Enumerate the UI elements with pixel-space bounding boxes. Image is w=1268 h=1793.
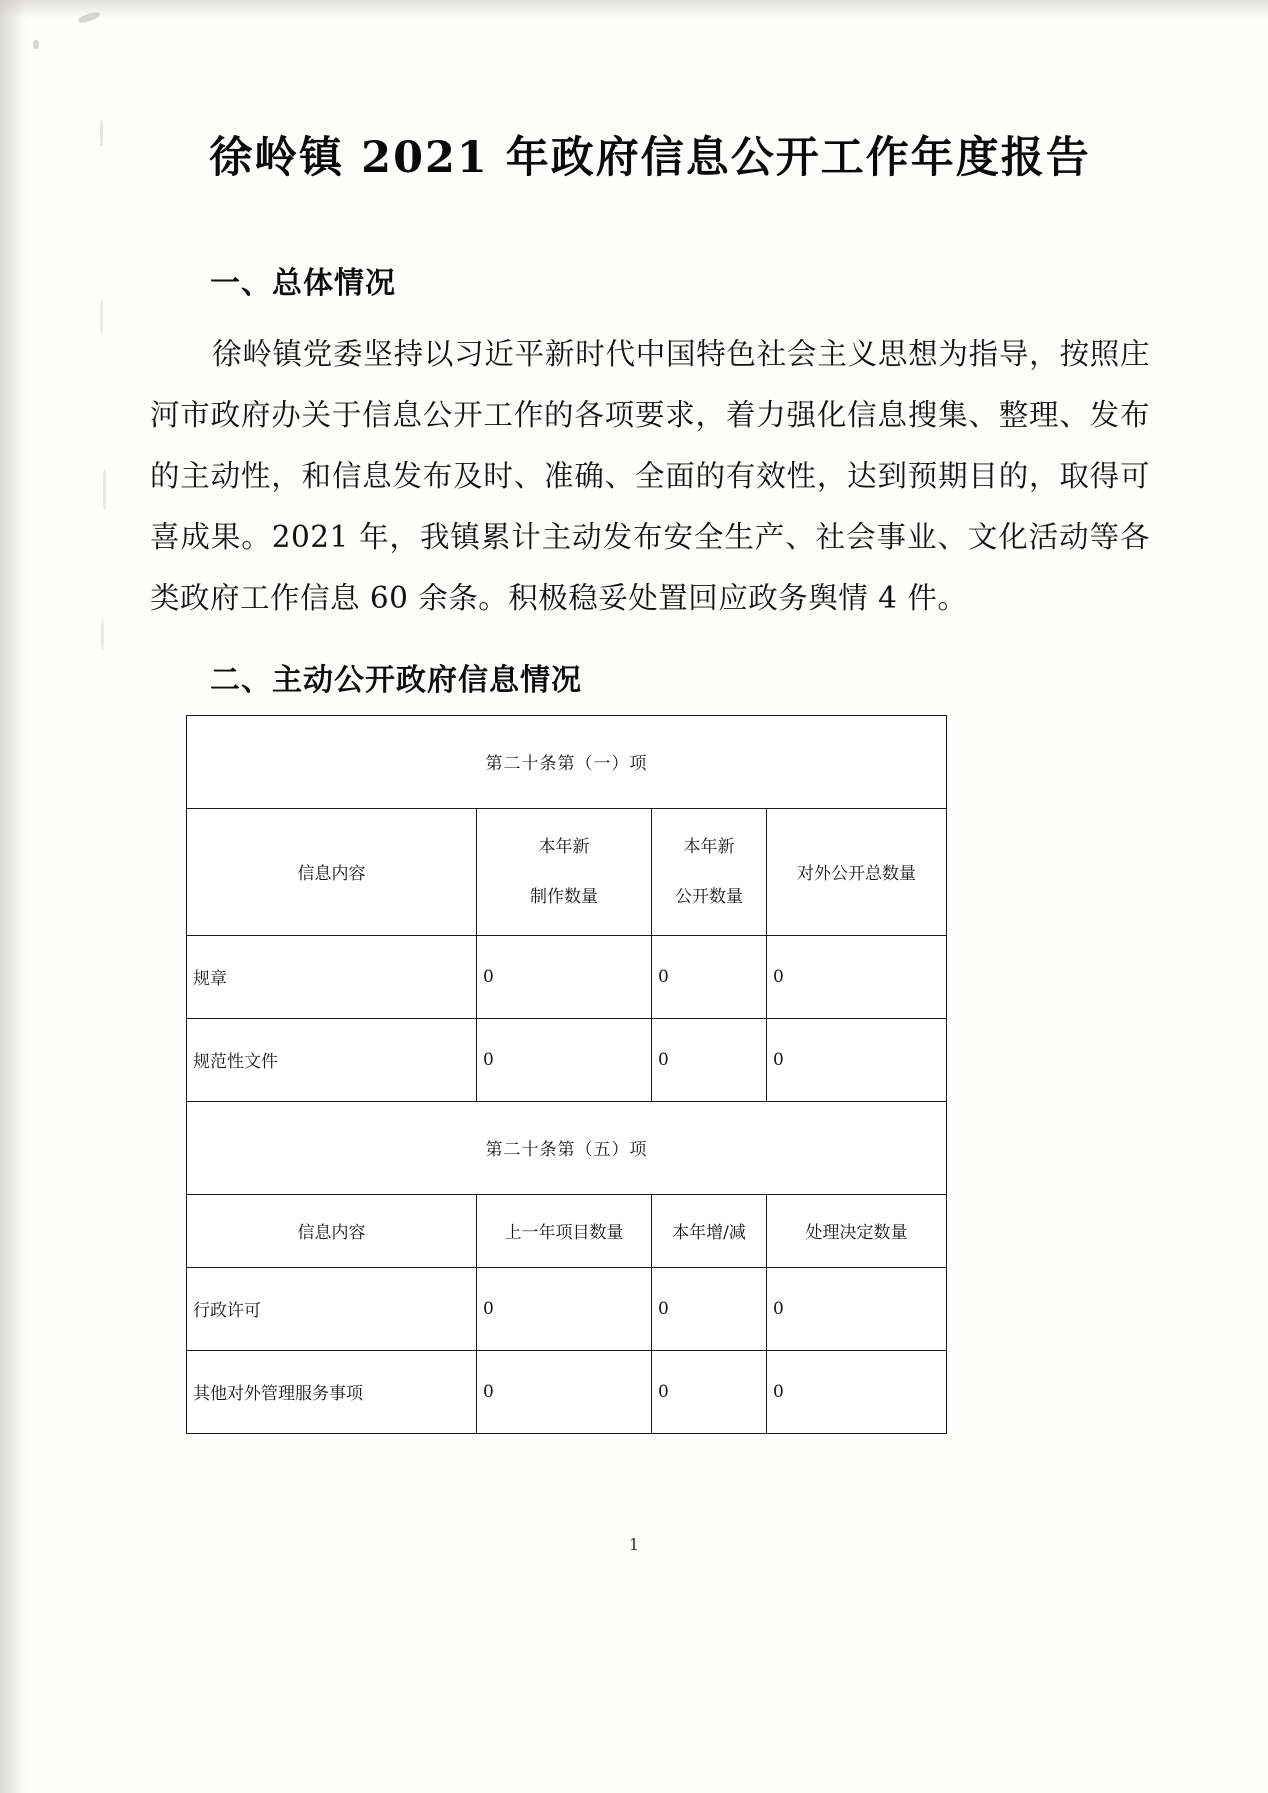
- table-band-row: [187, 1101, 947, 1194]
- table-header-row: [187, 1194, 947, 1267]
- cell-other-prev-year: 0: [477, 1350, 652, 1433]
- row-label-regulations: 规章: [187, 935, 477, 1018]
- cell-regulations-opened: 0: [652, 935, 767, 1018]
- cell-regulations-made: 0: [477, 935, 652, 1018]
- column-header-content: 信息内容: [187, 808, 477, 935]
- cell-normative-made: 0: [477, 1018, 652, 1101]
- overview-paragraph: 徐岭镇党委坚持以习近平新时代中国特色社会主义思想为指导，按照庄河市政府办关于信息公开工作的各项要求，着力强化信息搜集、整理、发布的主动性，和信息发布及时、准确、全面的有效性，达到预期目的，取得可喜成果。2021 年，我镇累计主动发布安全生产、社会事业、文化活动等各类政府工作信息 60 余条。积极稳妥处置回应政务舆情 4 件。: [150, 336, 1150, 615]
- scan-edge-shadow-left: [0, 0, 26, 1793]
- table-band-article-20-5: 第二十条第（五）项: [187, 1101, 947, 1194]
- scan-artifact: [101, 620, 104, 650]
- section-heading-proactive-disclosure: 二、主动公开政府信息情况: [210, 662, 582, 698]
- column-header-new-opened-line2: 公开数量: [675, 886, 743, 907]
- column-header-new-made-line1: 本年新: [538, 836, 590, 857]
- cell-normative-opened: 0: [652, 1018, 767, 1101]
- cell-regulations-total: 0: [767, 935, 947, 1018]
- scan-artifact: [77, 11, 100, 24]
- column-header-new-made: [477, 808, 652, 935]
- cell-other-decisions: 0: [767, 1350, 947, 1433]
- scan-artifact: [100, 300, 103, 334]
- table-band-row: [187, 715, 947, 808]
- column-header-total-public: 对外公开总数量: [767, 808, 947, 935]
- column-header-previous-year-count: 上一年项目数量: [477, 1194, 652, 1267]
- cell-other-change: 0: [652, 1350, 767, 1433]
- column-header-new-opened-line1: 本年新: [683, 836, 735, 857]
- table-row: [187, 935, 947, 1018]
- table-row: [187, 1018, 947, 1101]
- scan-artifact: [103, 470, 106, 510]
- page-number: 1: [628, 1535, 640, 1554]
- row-label-other-services: 其他对外管理服务事项: [187, 1350, 477, 1433]
- table-row: [187, 1267, 947, 1350]
- section-heading-overview: 一、总体情况: [210, 265, 396, 301]
- cell-license-prev-year: 0: [477, 1267, 652, 1350]
- cell-license-decisions: 0: [767, 1267, 947, 1350]
- column-header-new-opened: [652, 808, 767, 935]
- row-label-normative-documents: 规范性文件: [187, 1018, 477, 1101]
- proactive-disclosure-table: [186, 715, 947, 1434]
- column-header-new-made-line2: 制作数量: [530, 886, 598, 907]
- column-header-decisions-count: 处理决定数量: [767, 1194, 947, 1267]
- page-title: 徐岭镇 2021 年政府信息公开工作年度报告: [209, 133, 1091, 183]
- document-body: [150, 0, 1150, 1434]
- scan-artifact: [33, 40, 39, 49]
- scan-artifact: [100, 120, 103, 146]
- cell-normative-total: 0: [767, 1018, 947, 1101]
- column-header-content-2: 信息内容: [187, 1194, 477, 1267]
- table-header-row: [187, 808, 947, 935]
- column-header-year-change: 本年增/减: [652, 1194, 767, 1267]
- cell-license-change: 0: [652, 1267, 767, 1350]
- row-label-administrative-license: 行政许可: [187, 1267, 477, 1350]
- table-row: [187, 1350, 947, 1433]
- table-band-article-20-1: 第二十条第（一）项: [187, 715, 947, 808]
